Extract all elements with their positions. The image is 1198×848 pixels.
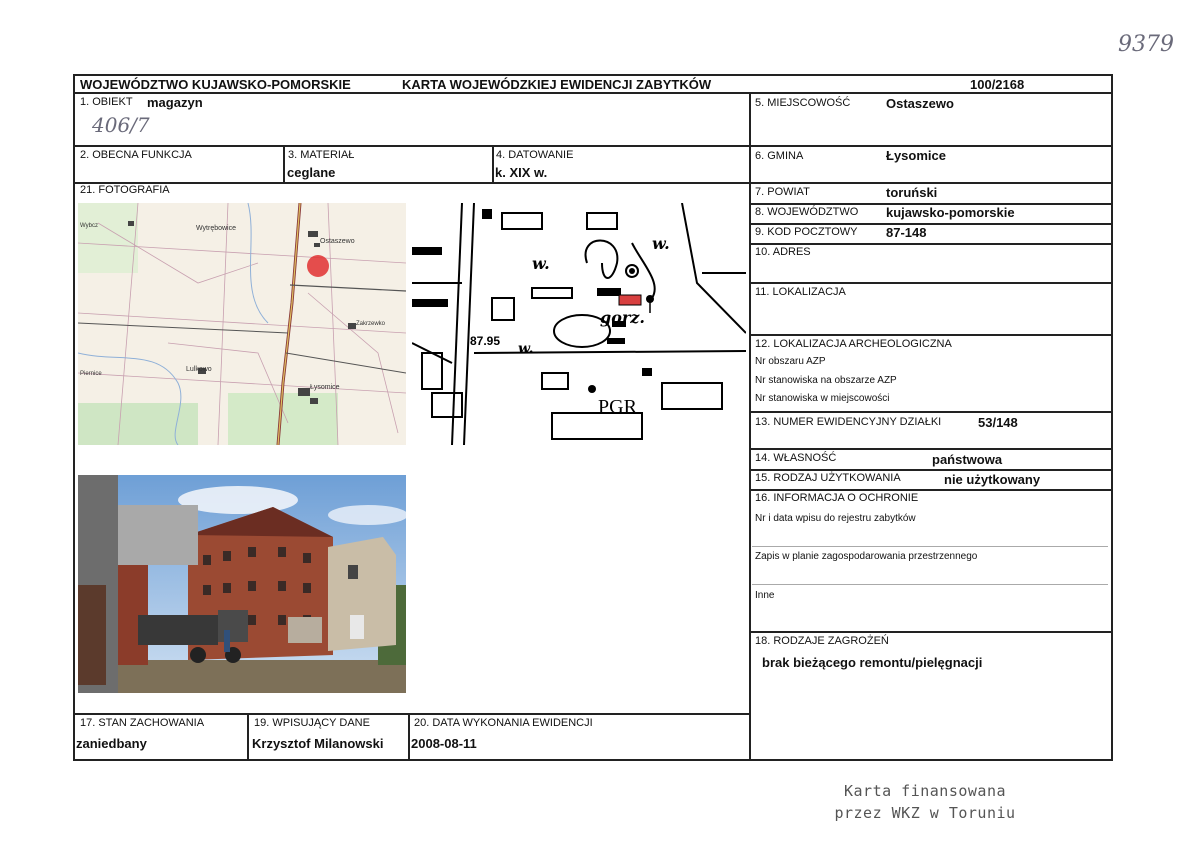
field-21-label: 21. FOTOGRAFIA xyxy=(80,184,170,196)
field-8-value: kujawsko-pomorskie xyxy=(886,205,1015,220)
topo-label-lysomice: Łysomice xyxy=(310,384,340,391)
field-15-label: 15. RODZAJ UŻYTKOWANIA xyxy=(755,472,901,484)
field-1-handwritten: 406/7 xyxy=(92,113,150,137)
topo-label-zakrzewko: Zakrzewko xyxy=(356,321,386,327)
funding-stamp-line-1: Karta finansowana xyxy=(843,782,1007,800)
field-4-label: 4. DATOWANIE xyxy=(496,149,574,161)
field-9-label: 9. KOD POCZTOWY xyxy=(755,226,858,238)
field-16-line-3: Inne xyxy=(755,590,775,601)
field-7-value: toruński xyxy=(886,185,938,200)
field-16-line-1: Nr i data wpisu do rejestru zabytków xyxy=(755,513,916,524)
building-photograph xyxy=(78,475,406,693)
field-18-label: 18. RODZAJE ZAGROŻEŃ xyxy=(755,635,889,647)
field-14-value: państwowa xyxy=(932,452,1003,467)
field-1-value: magazyn xyxy=(147,95,203,110)
topo-label-ostaszewo: Ostaszewo xyxy=(320,238,355,245)
field-4-value: k. XIX w. xyxy=(495,165,548,180)
field-17-value: zaniedbany xyxy=(76,736,147,751)
field-16-label: 16. INFORMACJA O OCHRONIE xyxy=(755,492,919,504)
field-7-label: 7. POWIAT xyxy=(755,186,810,198)
plan-label-elevation: 87.95 xyxy=(470,334,501,348)
field-12-line-1: Nr obszaru AZP xyxy=(755,356,826,367)
topo-label-wybcz: Wybcz xyxy=(80,223,98,229)
field-13-label: 13. NUMER EWIDENCYJNY DZIAŁKI xyxy=(755,416,942,428)
field-17-label: 17. STAN ZACHOWANIA xyxy=(80,717,205,729)
field-10-label: 10. ADRES xyxy=(755,246,811,258)
cadastral-plan xyxy=(412,203,746,445)
field-1-label: 1. OBIEKT xyxy=(80,96,133,108)
plan-label-pgr: PGR xyxy=(598,396,637,418)
field-14-label: 14. WŁASNOŚĆ xyxy=(755,452,837,464)
field-5-label: 5. MIEJSCOWOŚĆ xyxy=(755,97,851,109)
field-20-label: 20. DATA WYKONANIA EWIDENCJI xyxy=(414,717,593,729)
header-region: WOJEWÓDZTWO KUJAWSKO-POMORSKIE xyxy=(80,77,351,92)
field-3-value: ceglane xyxy=(287,165,336,180)
topo-label-lulkowo: Lulkowo xyxy=(186,366,212,373)
topo-label-wytrebowice: Wytrębowice xyxy=(196,225,237,232)
field-15-value: nie użytkowany xyxy=(944,472,1041,487)
field-20-value: 2008-08-11 xyxy=(411,736,477,751)
field-13-value: 53/148 xyxy=(978,415,1018,430)
field-11-label: 11. LOKALIZACJA xyxy=(755,286,846,298)
field-12-line-2: Nr stanowiska na obszarze AZP xyxy=(755,375,897,386)
field-19-label: 19. WPISUJĄCY DANE xyxy=(254,717,370,729)
field-2-label: 2. OBECNA FUNKCJA xyxy=(80,149,192,161)
field-12-label: 12. LOKALIZACJA ARCHEOLOGICZNA xyxy=(755,338,952,350)
field-16-line-2: Zapis w planie zagospodarowania przestrzennego xyxy=(755,551,978,562)
header-card-number: 100/2168 xyxy=(970,77,1025,92)
plan-label-w1: w. xyxy=(532,254,550,273)
plan-label-w3: w. xyxy=(518,341,534,357)
field-5-value: Ostaszewo xyxy=(886,96,954,111)
field-3-label: 3. MATERIAŁ xyxy=(288,149,355,161)
funding-stamp-line-2: przez WKZ w Toruniu xyxy=(834,804,1016,822)
topo-label-piernice: Piernice xyxy=(80,371,102,377)
field-9-value: 87-148 xyxy=(886,225,927,240)
field-18-value: brak bieżącego remontu/pielęgnacji xyxy=(762,655,983,670)
handwritten-reference-number: 9379 xyxy=(1118,32,1174,57)
header-title: KARTA WOJEWÓDZKIEJ EWIDENCJI ZABYTKÓW xyxy=(402,77,712,92)
field-6-value: Łysomice xyxy=(886,148,946,163)
funding-stamp xyxy=(830,780,1020,824)
plan-label-w2: w. xyxy=(652,234,670,253)
field-12-line-3: Nr stanowiska w miejscowości xyxy=(755,393,890,404)
topographic-map xyxy=(78,203,406,445)
field-8-label: 8. WOJEWÓDZTWO xyxy=(755,206,859,218)
field-6-label: 6. GMINA xyxy=(755,150,804,162)
plan-label-gorz: gorz. xyxy=(600,308,645,327)
field-19-value: Krzysztof Milanowski xyxy=(252,736,384,751)
